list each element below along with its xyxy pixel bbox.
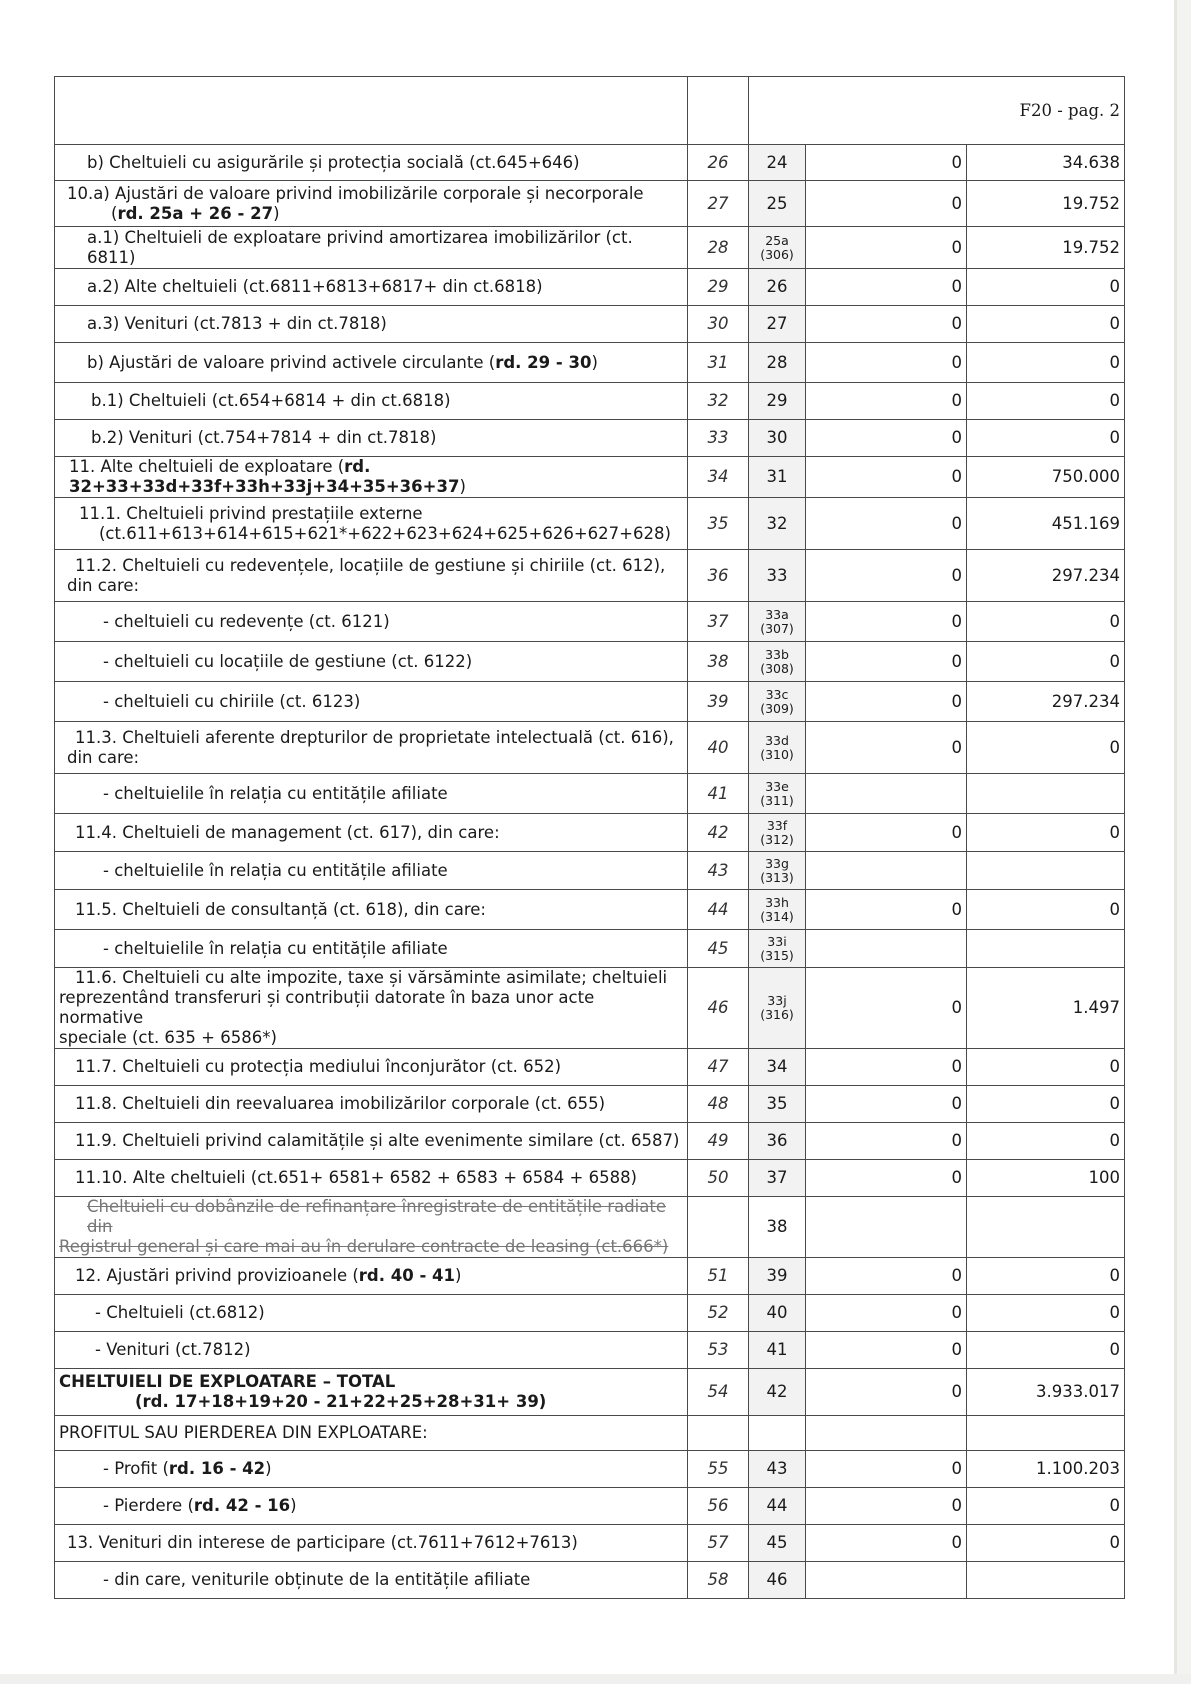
- row-number-sub: (306): [760, 246, 794, 262]
- table-row: [55, 1086, 1125, 1123]
- value-current-period: 0: [967, 306, 1125, 343]
- description-line: CHELTUIELI DE EXPLOATARE – TOTAL: [59, 1372, 396, 1391]
- row-code: 27: [688, 181, 749, 227]
- row-description: [55, 1049, 688, 1086]
- description-continuation: din care:: [67, 575, 140, 595]
- table-row: [55, 1160, 1125, 1197]
- scan-bottom-edge: [0, 1674, 1191, 1684]
- row-code: 39: [688, 682, 749, 722]
- row-description: [55, 968, 688, 1049]
- row-number: [749, 642, 806, 682]
- table-row: [55, 642, 1125, 682]
- row-number: 43: [749, 1451, 806, 1488]
- value-previous-period: 0: [806, 1451, 967, 1488]
- table-row: [55, 1197, 1125, 1258]
- description-line: - Venituri (ct.7812): [95, 1340, 251, 1359]
- value-previous-period: [806, 852, 967, 890]
- value-previous-period: [806, 1562, 967, 1599]
- value-current-period: 0: [967, 383, 1125, 420]
- row-description: [55, 1488, 688, 1525]
- description-line: 11.2. Cheltuieli cu redevențele, locațiile de gestiune și chiriile (ct. 612),: [75, 555, 666, 575]
- table-row: [55, 1451, 1125, 1488]
- row-description: [55, 814, 688, 852]
- row-number: 42: [749, 1369, 806, 1416]
- row-number: 41: [749, 1332, 806, 1369]
- row-number-main: 33i: [767, 933, 787, 949]
- row-number: 44: [749, 1488, 806, 1525]
- value-current-period: 0: [967, 642, 1125, 682]
- description-line: - cheltuielile în relația cu entitățile afiliate: [103, 938, 448, 958]
- row-description: [55, 890, 688, 930]
- value-current-period: 0: [967, 269, 1125, 306]
- row-number-main: 33b: [765, 646, 789, 662]
- row-number-sub: (309): [760, 700, 794, 716]
- row-number: [749, 722, 806, 774]
- value-previous-period: 0: [806, 1160, 967, 1197]
- table-row: [55, 498, 1125, 550]
- row-number: 33: [749, 550, 806, 602]
- value-previous-period: 0: [806, 550, 967, 602]
- value-current-period: 3.933.017: [967, 1369, 1125, 1416]
- row-code: 42: [688, 814, 749, 852]
- row-number: [749, 852, 806, 890]
- row-code: 31: [688, 343, 749, 383]
- table-row: [55, 852, 1125, 890]
- value-current-period: 0: [967, 1258, 1125, 1295]
- value-previous-period: [806, 930, 967, 968]
- description-continuation: (rd. 25a + 26 - 27): [111, 203, 280, 223]
- value-current-period: 100: [967, 1160, 1125, 1197]
- row-description: [55, 383, 688, 420]
- row-description: [55, 306, 688, 343]
- description-continuation: (ct.611+613+614+615+621*+622+623+624+625+626+627+628): [99, 523, 671, 543]
- row-number: 45: [749, 1525, 806, 1562]
- value-previous-period: 0: [806, 1488, 967, 1525]
- value-current-period: 297.234: [967, 682, 1125, 722]
- description-line: 11.3. Cheltuieli aferente drepturilor de proprietate intelectuală (ct. 616),: [75, 727, 674, 747]
- table-row: [55, 457, 1125, 498]
- description-line: - cheltuieli cu chiriile (ct. 6123): [103, 691, 361, 711]
- row-description: [55, 642, 688, 682]
- row-description: [55, 930, 688, 968]
- value-current-period: 0: [967, 1332, 1125, 1369]
- row-description: [55, 1086, 688, 1123]
- value-previous-period: 0: [806, 145, 967, 181]
- row-code: 57: [688, 1525, 749, 1562]
- value-previous-period: 0: [806, 306, 967, 343]
- table-row: [55, 1562, 1125, 1599]
- row-number-main: 33e: [765, 778, 789, 794]
- row-number: 26: [749, 269, 806, 306]
- description-line: 11.10. Alte cheltuieli (ct.651+ 6581+ 6582 + 6583 + 6584 + 6588): [75, 1168, 637, 1187]
- row-number: 39: [749, 1258, 806, 1295]
- row-number: [749, 682, 806, 722]
- value-current-period: [967, 852, 1125, 890]
- value-previous-period: 0: [806, 1369, 967, 1416]
- row-number-main: 33j: [767, 993, 787, 1008]
- value-previous-period: 0: [806, 420, 967, 457]
- value-current-period: 0: [967, 1525, 1125, 1562]
- row-description: [55, 1525, 688, 1562]
- table-row: [55, 1416, 1125, 1451]
- description-line: 10.a) Ajustări de valoare privind imobilizările corporale și necorporale: [67, 183, 644, 203]
- table-row: [55, 682, 1125, 722]
- value-current-period: 0: [967, 1049, 1125, 1086]
- description-continuation: reprezentând transferuri și contribuții datorate în baza unor acte normative: [59, 988, 595, 1027]
- row-number: [749, 968, 806, 1049]
- row-number-main: 33h: [765, 894, 789, 910]
- row-code: 33: [688, 420, 749, 457]
- row-number: [749, 930, 806, 968]
- row-number: 31: [749, 457, 806, 498]
- row-code: 26: [688, 145, 749, 181]
- row-number-sub: (316): [760, 1007, 794, 1022]
- row-code: [688, 1197, 749, 1258]
- value-previous-period: 0: [806, 1295, 967, 1332]
- row-number: 28: [749, 343, 806, 383]
- table-row: [55, 1525, 1125, 1562]
- row-code: 47: [688, 1049, 749, 1086]
- description-line: 12. Ajustări privind provizioanele (rd. 40 - 41): [75, 1266, 462, 1285]
- value-previous-period: 0: [806, 722, 967, 774]
- table-row: [55, 1123, 1125, 1160]
- table-row: [55, 1295, 1125, 1332]
- value-previous-period: 0: [806, 682, 967, 722]
- scan-edge: [1177, 0, 1191, 1684]
- header-row: [55, 77, 1125, 145]
- header-blank-code: [688, 77, 749, 145]
- value-current-period: 0: [967, 602, 1125, 642]
- row-description: [55, 682, 688, 722]
- table-row: [55, 306, 1125, 343]
- description-line: - Profit (rd. 16 - 42): [103, 1459, 272, 1478]
- value-previous-period: 0: [806, 1123, 967, 1160]
- row-number: 29: [749, 383, 806, 420]
- value-current-period: 0: [967, 890, 1125, 930]
- description-line: 11.8. Cheltuieli din reevaluarea imobilizărilor corporale (ct. 655): [75, 1094, 606, 1113]
- value-current-period: 0: [967, 814, 1125, 852]
- value-previous-period: [806, 1416, 967, 1451]
- description-continuation: din care:: [67, 747, 140, 767]
- row-description: [55, 1416, 688, 1451]
- row-number: 36: [749, 1123, 806, 1160]
- row-number: 35: [749, 1086, 806, 1123]
- value-current-period: 0: [967, 1123, 1125, 1160]
- description-line: b) Cheltuieli cu asigurările și protecția socială (ct.645+646): [87, 152, 580, 172]
- value-current-period: [967, 1197, 1125, 1258]
- table-row: [55, 1258, 1125, 1295]
- row-code: [688, 1416, 749, 1451]
- description-line: 11.4. Cheltuieli de management (ct. 617), din care:: [75, 822, 500, 842]
- table-row: [55, 383, 1125, 420]
- row-code: 32: [688, 383, 749, 420]
- table-row: [55, 722, 1125, 774]
- description-line: 11.6. Cheltuieli cu alte impozite, taxe și vărsăminte asimilate; cheltuieli: [75, 968, 668, 987]
- row-description: [55, 1369, 688, 1416]
- description-line: - din care, veniturile obținute de la entitățile afiliate: [103, 1570, 531, 1589]
- page-label: F20 - pag. 2: [749, 77, 1125, 145]
- row-code: 34: [688, 457, 749, 498]
- row-number: 32: [749, 498, 806, 550]
- row-number-sub: (308): [760, 660, 794, 676]
- value-current-period: 0: [967, 1295, 1125, 1332]
- value-previous-period: [806, 1197, 967, 1258]
- table-row: [55, 930, 1125, 968]
- financial-form-table: [54, 76, 1125, 1599]
- row-number-main: 33g: [765, 855, 789, 871]
- row-number: [749, 890, 806, 930]
- value-previous-period: 0: [806, 1525, 967, 1562]
- row-description: [55, 1562, 688, 1599]
- row-number: [749, 814, 806, 852]
- table-row: [55, 227, 1125, 269]
- row-code: 36: [688, 550, 749, 602]
- row-code: 38: [688, 642, 749, 682]
- row-number: 27: [749, 306, 806, 343]
- row-number-sub: (314): [760, 908, 794, 924]
- value-current-period: [967, 774, 1125, 814]
- row-code: 53: [688, 1332, 749, 1369]
- row-number: [749, 602, 806, 642]
- row-code: 43: [688, 852, 749, 890]
- table-row: [55, 343, 1125, 383]
- value-current-period: 0: [967, 420, 1125, 457]
- value-previous-period: 0: [806, 343, 967, 383]
- row-number: 37: [749, 1160, 806, 1197]
- value-previous-period: [806, 774, 967, 814]
- row-description: [55, 1123, 688, 1160]
- row-code: 56: [688, 1488, 749, 1525]
- row-description: [55, 722, 688, 774]
- row-number: 24: [749, 145, 806, 181]
- row-number-main: 33f: [766, 817, 788, 833]
- description-line: b.1) Cheltuieli (ct.654+6814 + din ct.6818): [91, 391, 451, 410]
- row-code: 54: [688, 1369, 749, 1416]
- table-row: [55, 145, 1125, 181]
- row-description: [55, 343, 688, 383]
- row-code: 52: [688, 1295, 749, 1332]
- row-code: 40: [688, 722, 749, 774]
- value-current-period: 0: [967, 722, 1125, 774]
- row-description: [55, 602, 688, 642]
- table-row: [55, 1049, 1125, 1086]
- value-current-period: [967, 1416, 1125, 1451]
- description-line: b) Ajustări de valoare privind activele circulante (rd. 29 - 30): [87, 352, 598, 372]
- row-description: [55, 145, 688, 181]
- row-code: 46: [688, 968, 749, 1049]
- row-number-sub: (311): [760, 792, 794, 808]
- description-continuation: (rd. 17+18+19+20 - 21+22+25+28+31+ 39): [135, 1392, 547, 1411]
- row-code: 37: [688, 602, 749, 642]
- value-current-period: 0: [967, 1488, 1125, 1525]
- row-description: [55, 269, 688, 306]
- value-current-period: 451.169: [967, 498, 1125, 550]
- header-blank-desc: [55, 77, 688, 145]
- row-number-sub: (312): [760, 831, 794, 847]
- row-number-main: 33a: [765, 606, 789, 622]
- table-row: [55, 602, 1125, 642]
- row-description: [55, 1451, 688, 1488]
- value-previous-period: 0: [806, 269, 967, 306]
- table-row: [55, 890, 1125, 930]
- value-current-period: 19.752: [967, 227, 1125, 269]
- value-previous-period: 0: [806, 642, 967, 682]
- row-code: 28: [688, 227, 749, 269]
- row-code: 49: [688, 1123, 749, 1160]
- value-previous-period: 0: [806, 890, 967, 930]
- description-line: - cheltuielile în relația cu entitățile afiliate: [103, 783, 448, 803]
- value-current-period: 1.100.203: [967, 1451, 1125, 1488]
- row-number: 25: [749, 181, 806, 227]
- table-row: [55, 968, 1125, 1049]
- row-number-main: 33c: [765, 686, 789, 702]
- row-description: [55, 420, 688, 457]
- value-previous-period: 0: [806, 814, 967, 852]
- description-line: - Pierdere (rd. 42 - 16): [103, 1496, 297, 1515]
- table-row: [55, 269, 1125, 306]
- row-code: 48: [688, 1086, 749, 1123]
- table-row: [55, 1332, 1125, 1369]
- value-previous-period: 0: [806, 1332, 967, 1369]
- value-current-period: [967, 1562, 1125, 1599]
- table-row: [55, 814, 1125, 852]
- row-code: 50: [688, 1160, 749, 1197]
- value-previous-period: 0: [806, 1258, 967, 1295]
- value-previous-period: 0: [806, 602, 967, 642]
- value-previous-period: 0: [806, 227, 967, 269]
- row-number: 34: [749, 1049, 806, 1086]
- value-current-period: 19.752: [967, 181, 1125, 227]
- description-line: Cheltuieli cu dobânzile de refinanțare înregistrate de entitățile radiate din: [87, 1197, 666, 1236]
- description-line: 11.5. Cheltuieli de consultanță (ct. 618), din care:: [75, 899, 486, 919]
- description-line: 11.1. Cheltuieli privind prestațiile externe: [79, 503, 423, 523]
- row-number: 46: [749, 1562, 806, 1599]
- row-number: 30: [749, 420, 806, 457]
- description-line: - cheltuieli cu locațiile de gestiune (ct. 6122): [103, 651, 473, 671]
- table-row: [55, 1488, 1125, 1525]
- row-code: 51: [688, 1258, 749, 1295]
- row-code: 41: [688, 774, 749, 814]
- row-code: 44: [688, 890, 749, 930]
- table-row: [55, 774, 1125, 814]
- description-line: 11.7. Cheltuieli cu protecția mediului înconjurător (ct. 652): [75, 1057, 562, 1076]
- row-number: [749, 227, 806, 269]
- value-previous-period: 0: [806, 498, 967, 550]
- value-previous-period: 0: [806, 383, 967, 420]
- description-line: PROFITUL SAU PIERDEREA DIN EXPLOATARE:: [59, 1423, 428, 1442]
- row-number-main: 33d: [765, 732, 789, 748]
- table-row: [55, 550, 1125, 602]
- row-description: [55, 1332, 688, 1369]
- value-current-period: 297.234: [967, 550, 1125, 602]
- value-previous-period: 0: [806, 968, 967, 1049]
- description-line: - cheltuielile în relația cu entitățile afiliate: [103, 860, 448, 880]
- row-number-sub: (313): [760, 869, 794, 885]
- value-current-period: [967, 930, 1125, 968]
- description-line: - cheltuieli cu redevențe (ct. 6121): [103, 611, 390, 631]
- value-current-period: 0: [967, 1086, 1125, 1123]
- table-row: [55, 1369, 1125, 1416]
- description-line: 11.9. Cheltuieli privind calamitățile și alte evenimente similare (ct. 6587): [75, 1131, 680, 1150]
- value-previous-period: 0: [806, 1086, 967, 1123]
- form-table-body: [55, 77, 1125, 1599]
- value-previous-period: 0: [806, 181, 967, 227]
- description-line: 11. Alte cheltuieli de exploatare (rd. 32+33+33d+33f+33h+33j+34+35+36+37): [69, 457, 466, 496]
- row-number: 40: [749, 1295, 806, 1332]
- row-description: [55, 1295, 688, 1332]
- description-line: 13. Venituri din interese de participare (ct.7611+7612+7613): [67, 1533, 578, 1552]
- value-current-period: 1.497: [967, 968, 1125, 1049]
- value-current-period: 34.638: [967, 145, 1125, 181]
- row-code: 29: [688, 269, 749, 306]
- value-previous-period: 0: [806, 1049, 967, 1086]
- row-number-sub: (307): [760, 620, 794, 636]
- table-row: [55, 181, 1125, 227]
- row-description: [55, 550, 688, 602]
- description-continuation: speciale (ct. 635 + 6586*): [59, 1028, 277, 1047]
- row-number: [749, 1416, 806, 1451]
- row-description: [55, 774, 688, 814]
- description-continuation: Registrul general și care mai au în derulare contracte de leasing (ct.666*): [59, 1237, 669, 1256]
- value-current-period: 0: [967, 343, 1125, 383]
- value-current-period: 750.000: [967, 457, 1125, 498]
- value-previous-period: 0: [806, 457, 967, 498]
- row-description: [55, 181, 688, 227]
- row-code: 55: [688, 1451, 749, 1488]
- description-line: a.2) Alte cheltuieli (ct.6811+6813+6817+ din ct.6818): [87, 277, 543, 296]
- row-number-sub: (315): [760, 947, 794, 963]
- row-description: [55, 1197, 688, 1258]
- row-number-main: 25a: [765, 232, 789, 248]
- row-description: [55, 457, 688, 498]
- row-code: 45: [688, 930, 749, 968]
- row-description: [55, 852, 688, 890]
- table-row: [55, 420, 1125, 457]
- row-code: 35: [688, 498, 749, 550]
- row-code: 58: [688, 1562, 749, 1599]
- row-description: [55, 1258, 688, 1295]
- row-description: [55, 227, 688, 269]
- row-description: [55, 1160, 688, 1197]
- row-number: 38: [749, 1197, 806, 1258]
- row-description: [55, 498, 688, 550]
- row-number-sub: (310): [760, 746, 794, 762]
- row-code: 30: [688, 306, 749, 343]
- row-number: [749, 774, 806, 814]
- description-line: - Cheltuieli (ct.6812): [95, 1303, 265, 1322]
- description-line: a.3) Venituri (ct.7813 + din ct.7818): [87, 314, 387, 333]
- description-line: a.1) Cheltuieli de exploatare privind amortizarea imobilizărilor (ct. 6811): [87, 227, 633, 267]
- description-line: b.2) Venituri (ct.754+7814 + din ct.7818): [91, 428, 437, 447]
